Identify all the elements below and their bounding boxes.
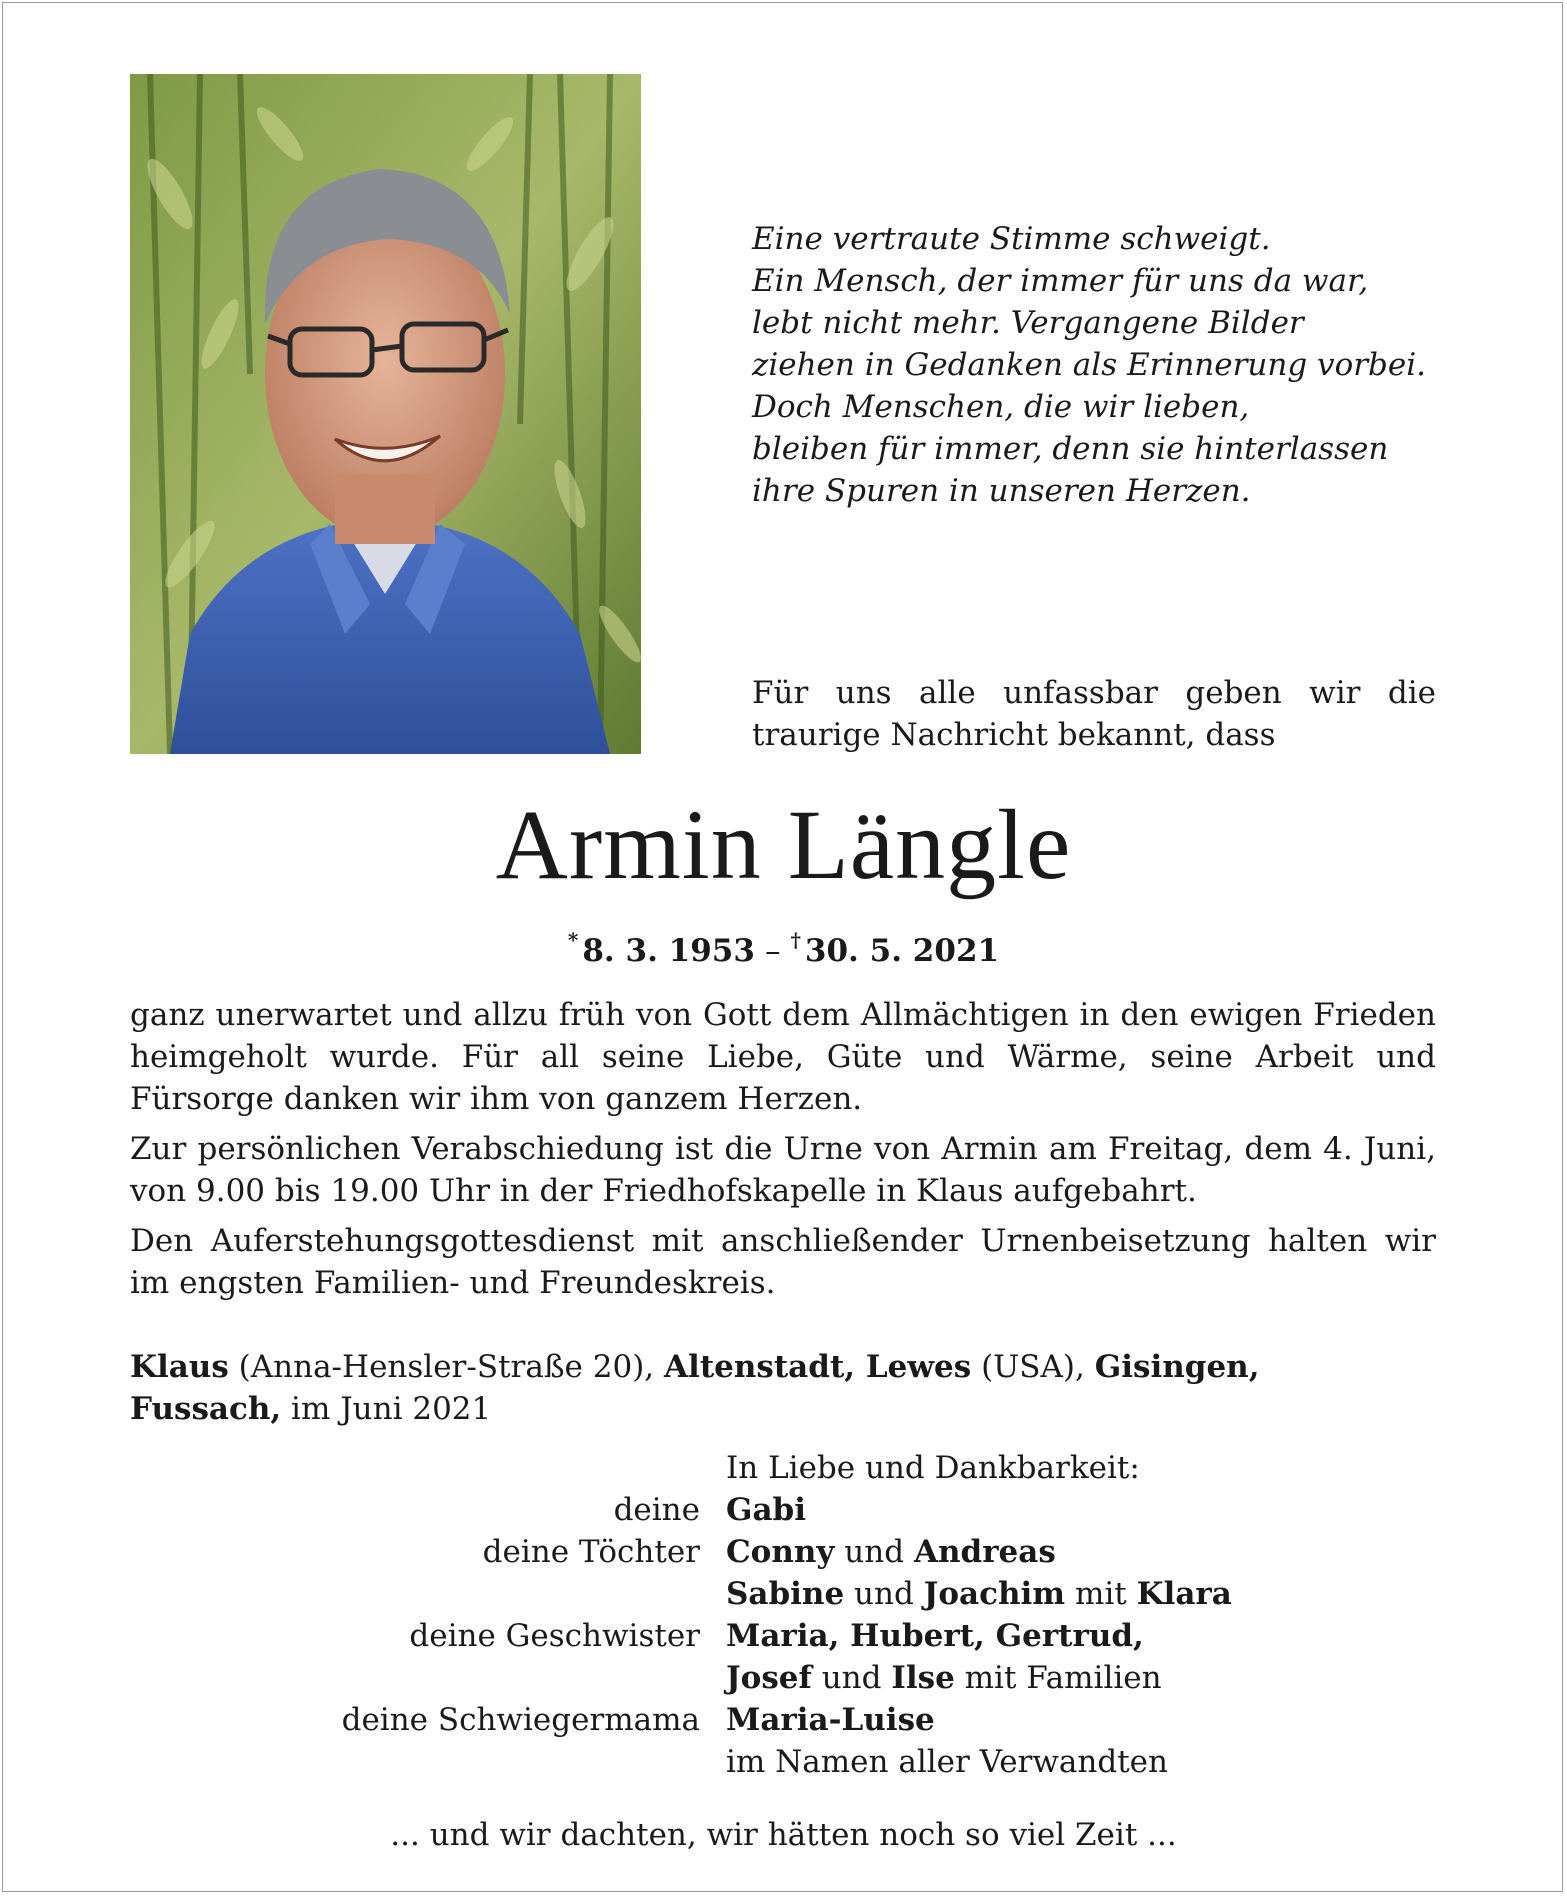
family-names [726, 1615, 1144, 1657]
family-label [130, 1447, 726, 1489]
family-row [130, 1447, 1436, 1489]
announcement-body [130, 994, 1436, 1312]
place-name: Klaus [130, 1349, 229, 1385]
intro-line: Für uns alle unfassbar geben wir die [752, 675, 1436, 711]
birth-symbol: * [567, 928, 579, 952]
mourners-heading: In Liebe und Dankbarkeit: [726, 1450, 1140, 1486]
family-name: Joachim [923, 1576, 1066, 1612]
family-name: Andreas [913, 1534, 1056, 1570]
family-names [726, 1657, 1162, 1699]
poem-line: Ein Mensch, der immer für uns da war, [752, 263, 1369, 299]
life-dates [0, 920, 1567, 971]
family-label: deine Schwiegermama [341, 1702, 700, 1738]
announcement-intro [752, 672, 1436, 756]
mourners-list [130, 1447, 1436, 1783]
notice-date: im Juni 2021 [281, 1391, 492, 1427]
memorial-poem [752, 218, 1472, 512]
family-row [130, 1615, 1436, 1657]
family-name: Sabine [726, 1576, 845, 1612]
family-names [726, 1573, 1232, 1615]
family-name: Klara [1136, 1576, 1232, 1612]
poem-line: ziehen in Gedanken als Erinnerung vorbei. [752, 347, 1427, 383]
family-names [726, 1489, 806, 1531]
family-label: deine Töchter [482, 1534, 700, 1570]
connector: und [811, 1660, 892, 1696]
connector: mit [1065, 1576, 1137, 1612]
poem-line: bleiben für immer, denn sie hinterlassen [752, 431, 1389, 467]
family-name: Maria-Luise [726, 1702, 935, 1738]
body-paragraph: Den Auferstehungsgottesdienst mit anschließender Urnenbeisetzung halten wir im engsten Familien- und Freundeskreis. [130, 1223, 1436, 1301]
place-detail: (USA), [971, 1349, 1095, 1385]
closing-quote: ... und wir dachten, wir hätten noch so viel Zeit ... [390, 1817, 1177, 1853]
family-names [726, 1699, 935, 1741]
family-row [130, 1741, 1436, 1783]
family-label [130, 1657, 726, 1699]
death-date: 30. 5. 2021 [804, 933, 1000, 969]
portrait-photo [130, 74, 641, 754]
poem-line: ihre Spuren in unseren Herzen. [752, 473, 1251, 509]
family-label: deine [613, 1492, 700, 1528]
family-row [130, 1699, 1436, 1741]
body-paragraph: Zur persönlichen Verabschiedung ist die Urne von Armin am Freitag, dem 4. Juni, von 9.00 bis 19.00 Uhr in der Friedhofskapelle in Klaus aufgebahrt. [130, 1131, 1436, 1209]
family-name: Maria, Hubert, Gertrud, [726, 1618, 1144, 1654]
family-label: deine Geschwister [409, 1618, 700, 1654]
connector: und [844, 1576, 924, 1612]
family-name: Ilse [891, 1660, 955, 1696]
place-name: Altenstadt, Lewes [664, 1349, 972, 1385]
family-name: Gabi [726, 1492, 807, 1528]
family-name: Josef [726, 1660, 812, 1696]
place-detail: (Anna-Hensler-Straße 20), [228, 1349, 664, 1385]
family-row [130, 1573, 1436, 1615]
deceased-name: Armin Längle [495, 789, 1072, 900]
connector: und [834, 1534, 914, 1570]
family-label [130, 1741, 726, 1783]
body-paragraph: ganz unerwartet und allzu früh von Gott dem Allmächtigen in den ewigen Frieden heimgeholt wurde. Für all seine Liebe, Güte und Wärme, seine Arbeit und Fürsorge danken wir ihm von ganzem Herzen. [130, 997, 1436, 1117]
portrait-image [130, 74, 641, 754]
intro-line: traurige Nachricht bekannt, dass [752, 717, 1276, 753]
place-name: Gisingen, [1094, 1349, 1260, 1385]
family-row [130, 1489, 1436, 1531]
places-and-date [130, 1346, 1436, 1430]
connector: mit Familien [954, 1660, 1162, 1696]
family-label [130, 1573, 726, 1615]
place-name: Fussach, [130, 1391, 282, 1427]
date-separator: – [764, 933, 781, 969]
family-name: Conny [726, 1534, 835, 1570]
relatives-line: im Namen aller Verwandten [726, 1744, 1168, 1780]
poem-line: Eine vertraute Stimme schweigt. [752, 221, 1271, 257]
family-row [130, 1657, 1436, 1699]
family-row [130, 1531, 1436, 1573]
poem-line: lebt nicht mehr. Vergangene Bilder [752, 305, 1304, 341]
birth-date: 8. 3. 1953 [582, 933, 755, 969]
family-names [726, 1531, 1056, 1573]
poem-line: Doch Menschen, die wir lieben, [752, 389, 1250, 425]
death-symbol: † [790, 928, 801, 952]
